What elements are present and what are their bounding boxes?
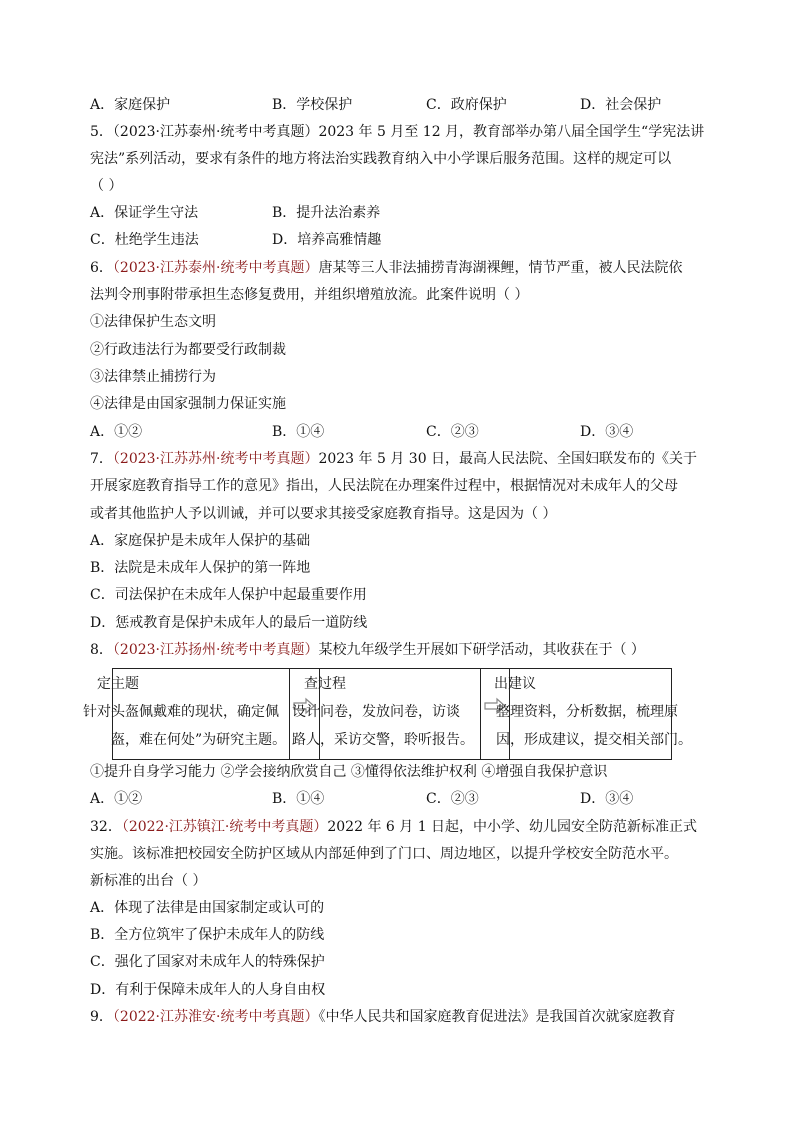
q5-option-d: D．培养高雅情趣 bbox=[272, 232, 382, 248]
q7-stem-line3: 或者其他监护人予以训诫，并可以要求其接受家庭教育指导。这是因为（ ） bbox=[90, 506, 557, 522]
q5-option-b: B．提升法治素养 bbox=[272, 205, 381, 221]
q5-stem-line1 bbox=[90, 121, 704, 143]
q6-item-2: ②行政违法行为都要受行政制裁 bbox=[90, 342, 286, 358]
q9-stem-line1 bbox=[90, 1006, 675, 1028]
q4-option-d: D．社会保护 bbox=[580, 97, 662, 113]
q6-item-3: ③法律禁止捕捞行为 bbox=[90, 369, 216, 385]
q6-item-1: ①法律保护生态文明 bbox=[90, 314, 216, 330]
q8-table-divider bbox=[289, 669, 290, 759]
q32-option-c: C．强化了国家对未成年人的特殊保护 bbox=[90, 954, 325, 970]
q7-stem-line2: 开展家庭教育指导工作的意见》指出，人民法院在办理案件过程中，根据情况对未成年人的父母 bbox=[90, 478, 678, 494]
q4-option-b: B．学校保护 bbox=[272, 97, 353, 113]
q6-option-c: C．②③ bbox=[426, 424, 479, 440]
q9-source: （2022·江苏淮安·统考中考真题） bbox=[112, 1009, 319, 1025]
q6-stem-text: 唐某等三人非法捕捞青海湖裸鲤，情节严重，被人民法院依 bbox=[318, 260, 683, 276]
q32-stem-line1 bbox=[90, 816, 697, 838]
q5-source: （2023·江苏泰州·统考中考真题） bbox=[112, 124, 319, 140]
q32-option-d: D．有利于保障未成年人的人身自由权 bbox=[90, 982, 326, 998]
q8-options bbox=[90, 788, 694, 810]
q7-source: （2023·江苏苏州·统考中考真题） bbox=[112, 451, 319, 467]
q8-table-col2-title: 查过程 bbox=[304, 676, 346, 692]
q6-source: （2023·江苏泰州·统考中考真题） bbox=[112, 260, 319, 276]
q9-stem-text: 《中华人民共和国家庭教育促进法》是我国首次就家庭教育 bbox=[318, 1009, 676, 1025]
q8-items: ①提升自身学习能力 ②学会接纳欣赏自己 ③懂得依法维护权利 ④增强自我保护意识 bbox=[90, 764, 608, 780]
q6-option-d: D．③④ bbox=[580, 424, 634, 440]
q32-number: 32． bbox=[90, 819, 122, 835]
q8-table-col1-title: 定主题 bbox=[97, 676, 139, 692]
q7-option-c: C．司法保护在未成年人保护中起最重要作用 bbox=[90, 587, 367, 603]
q6-item-4: ④法律是由国家强制力保证实施 bbox=[90, 396, 286, 412]
q32-source: （2022·江苏镇江·统考中考真题） bbox=[121, 819, 328, 835]
q8-table-col2-line1: 设计问卷，发放问卷，访谈 bbox=[292, 704, 460, 720]
q8-source: （2023·江苏扬州·统考中考真题） bbox=[112, 642, 319, 658]
q8-table-col-3 bbox=[494, 669, 692, 759]
q32-stem-line3: 新标准的出台（ ） bbox=[90, 873, 207, 889]
q8-table-col3-title: 出建议 bbox=[494, 676, 536, 692]
q4-option-c: C．政府保护 bbox=[426, 97, 507, 113]
q5-stem-text: 2023 年 5 月至 12 月，教育部举办第八届全国学生“学宪法讲 bbox=[318, 124, 705, 140]
q4-options bbox=[90, 94, 694, 116]
q8-table-col1-line1: 针对头盔佩戴难的现状，确定佩 bbox=[83, 704, 279, 720]
q7-option-a: A．家庭保护是未成年人保护的基础 bbox=[90, 533, 311, 549]
q8-table-col-2 bbox=[292, 669, 480, 759]
q7-option-b: B．法院是未成年人保护的第一阵地 bbox=[90, 560, 311, 576]
q8-flow-table bbox=[83, 668, 692, 760]
q5-option-c: C．杜绝学生违法 bbox=[90, 232, 199, 248]
q8-table-col1-line2: 盔，难在何处”为研究主题。 bbox=[111, 732, 287, 748]
q7-option-d: D．惩戒教育是保护未成年人的最后一道防线 bbox=[90, 615, 368, 631]
q8-table-col2-line2: 路人，采访交警，聆听报告。 bbox=[292, 732, 474, 748]
q32-stem-text: 2022 年 6 月 1 日起，中小学、幼儿园安全防范新标准正式 bbox=[327, 819, 698, 835]
q7-number: 7． bbox=[90, 451, 113, 467]
q7-stem-line1 bbox=[90, 448, 697, 470]
q8-option-b: B．①④ bbox=[272, 791, 325, 807]
q6-option-a: A．①② bbox=[90, 424, 143, 440]
q32-option-b: B．全方位筑牢了保护未成年人的防线 bbox=[90, 927, 325, 943]
q8-stem-line1 bbox=[90, 639, 645, 661]
q5-option-a: A．保证学生守法 bbox=[90, 205, 199, 221]
q6-option-b: B．①④ bbox=[272, 424, 325, 440]
q5-stem-line2: 宪法”系列活动，要求有条件的地方将法治实践教育纳入中小学课后服务范围。这样的规定可以 bbox=[90, 151, 672, 167]
q32-option-a: A．体现了法律是由国家制定或认可的 bbox=[90, 900, 325, 916]
q6-stem-line2: 法判令刑事附带承担生态修复费用，并组织增殖放流。此案件说明（ ） bbox=[90, 287, 529, 303]
q5-number: 5． bbox=[90, 124, 113, 140]
q8-option-a: A．①② bbox=[90, 791, 143, 807]
q8-table-col3-line1: 整理资料，分析数据，梳理原 bbox=[496, 704, 678, 720]
q8-number: 8． bbox=[90, 642, 113, 658]
q8-table-col-1 bbox=[83, 669, 289, 759]
q6-stem-line1 bbox=[90, 257, 682, 279]
q32-stem-line2: 实施。该标准把校园安全防护区域从内部延伸到了门口、周边地区，以提升学校安全防范水平。 bbox=[90, 846, 678, 862]
q8-option-c: C．②③ bbox=[426, 791, 479, 807]
q5-options-row2 bbox=[90, 229, 694, 251]
q4-option-a: A．家庭保护 bbox=[90, 97, 171, 113]
q8-table-divider bbox=[480, 669, 481, 759]
q5-stem-line3: （ ） bbox=[90, 178, 123, 194]
q8-option-d: D．③④ bbox=[580, 791, 634, 807]
q5-options-row1 bbox=[90, 202, 694, 224]
q7-stem-text: 2023 年 5 月 30 日，最高人民法院、全国妇联发布的《关于 bbox=[318, 451, 698, 467]
q8-stem-text: 某校九年级学生开展如下研学活动，其收获在于（ ） bbox=[318, 642, 645, 658]
q8-table-col3-line2: 因，形成建议，提交相关部门。 bbox=[496, 732, 692, 748]
q9-number: 9． bbox=[90, 1009, 113, 1025]
q6-options bbox=[90, 421, 694, 443]
q6-number: 6． bbox=[90, 260, 113, 276]
